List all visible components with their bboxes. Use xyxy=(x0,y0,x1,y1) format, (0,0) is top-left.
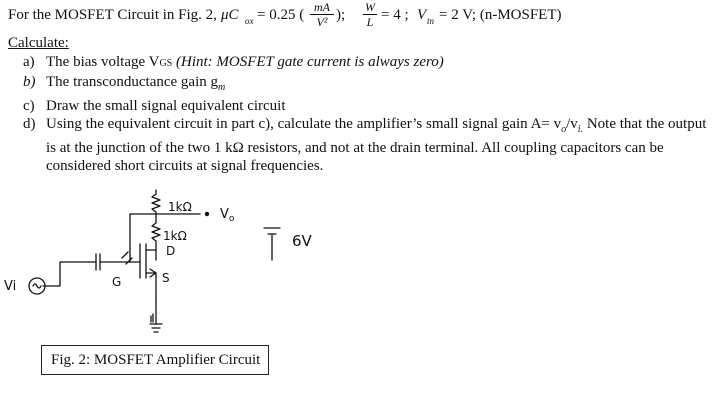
question-d: d) Using the equivalent circuit in part c), calculate the amplifier’s small signal gain $A= v_o/v_{i.}$ Note that the output is at the junction of the two 1 kΩ resistors, and not at the drain terminal. All coupling capacitors can be considered short circuits at signal frequencies. xyxy=(23,116,707,174)
frac-one-num: mA xyxy=(314,0,330,14)
item-mark: b) xyxy=(23,74,36,90)
r1-label: 1kΩ xyxy=(168,200,192,214)
vtn-symbol: V xyxy=(417,7,427,23)
source-wire xyxy=(43,262,62,286)
frac-one-den: V² xyxy=(316,15,328,29)
resistor-bottom xyxy=(152,216,160,260)
figure-caption-box xyxy=(41,345,269,375)
r2-label: 1kΩ xyxy=(163,229,187,243)
eq-one-end: ); xyxy=(336,7,346,23)
ground-symbol xyxy=(150,300,162,332)
fraction-ma-per-v2 xyxy=(310,1,334,28)
calculate-heading: Calculate: xyxy=(8,35,69,51)
vo-terminal-dot xyxy=(205,212,209,216)
parameter-formula xyxy=(213,0,633,32)
eq-one: = 0.25 ( xyxy=(257,7,305,23)
eq-three: = 2 V; (n-MOSFET) xyxy=(439,7,562,23)
mu-cox-symbol: μC xyxy=(221,7,239,23)
problem-statement xyxy=(8,0,713,30)
drain-label: D xyxy=(166,244,176,258)
vi-label: Vi xyxy=(4,279,17,294)
resistor-top xyxy=(152,190,160,216)
question-b: b) The transconductance gain $g_m$ xyxy=(23,74,226,93)
frac-two-num: W xyxy=(365,0,375,14)
ground-scribble xyxy=(151,314,153,322)
intro-text: For the MOSFET Circuit in Fig. 2, xyxy=(8,7,217,23)
item-mark: d) xyxy=(23,116,36,132)
figure-caption: Fig. 2: MOSFET Amplifier Circuit xyxy=(51,352,261,368)
question-c: c) Draw the small signal equivalent circuit xyxy=(23,98,286,114)
tn-subscript: tn xyxy=(427,16,435,26)
vo-label: $V_o$ xyxy=(220,207,235,224)
supply-label: 6V xyxy=(292,232,312,250)
item-mark: c) xyxy=(23,98,35,114)
source-label: S xyxy=(162,271,170,285)
circuit-diagram xyxy=(0,178,400,343)
ox-subscript: ox xyxy=(245,16,254,26)
gate-label: G xyxy=(112,275,122,289)
question-a: a) The bias voltage VGS (Hint: MOSFET gate current is always zero) xyxy=(23,54,444,70)
fraction-w-over-l xyxy=(363,1,377,28)
question-list xyxy=(20,53,710,175)
battery-6v xyxy=(264,228,280,260)
vi-tilde xyxy=(33,284,41,288)
frac-two-den: L xyxy=(366,15,374,29)
item-mark: a) xyxy=(23,54,35,70)
eq-two: = 4 ; xyxy=(381,7,409,23)
